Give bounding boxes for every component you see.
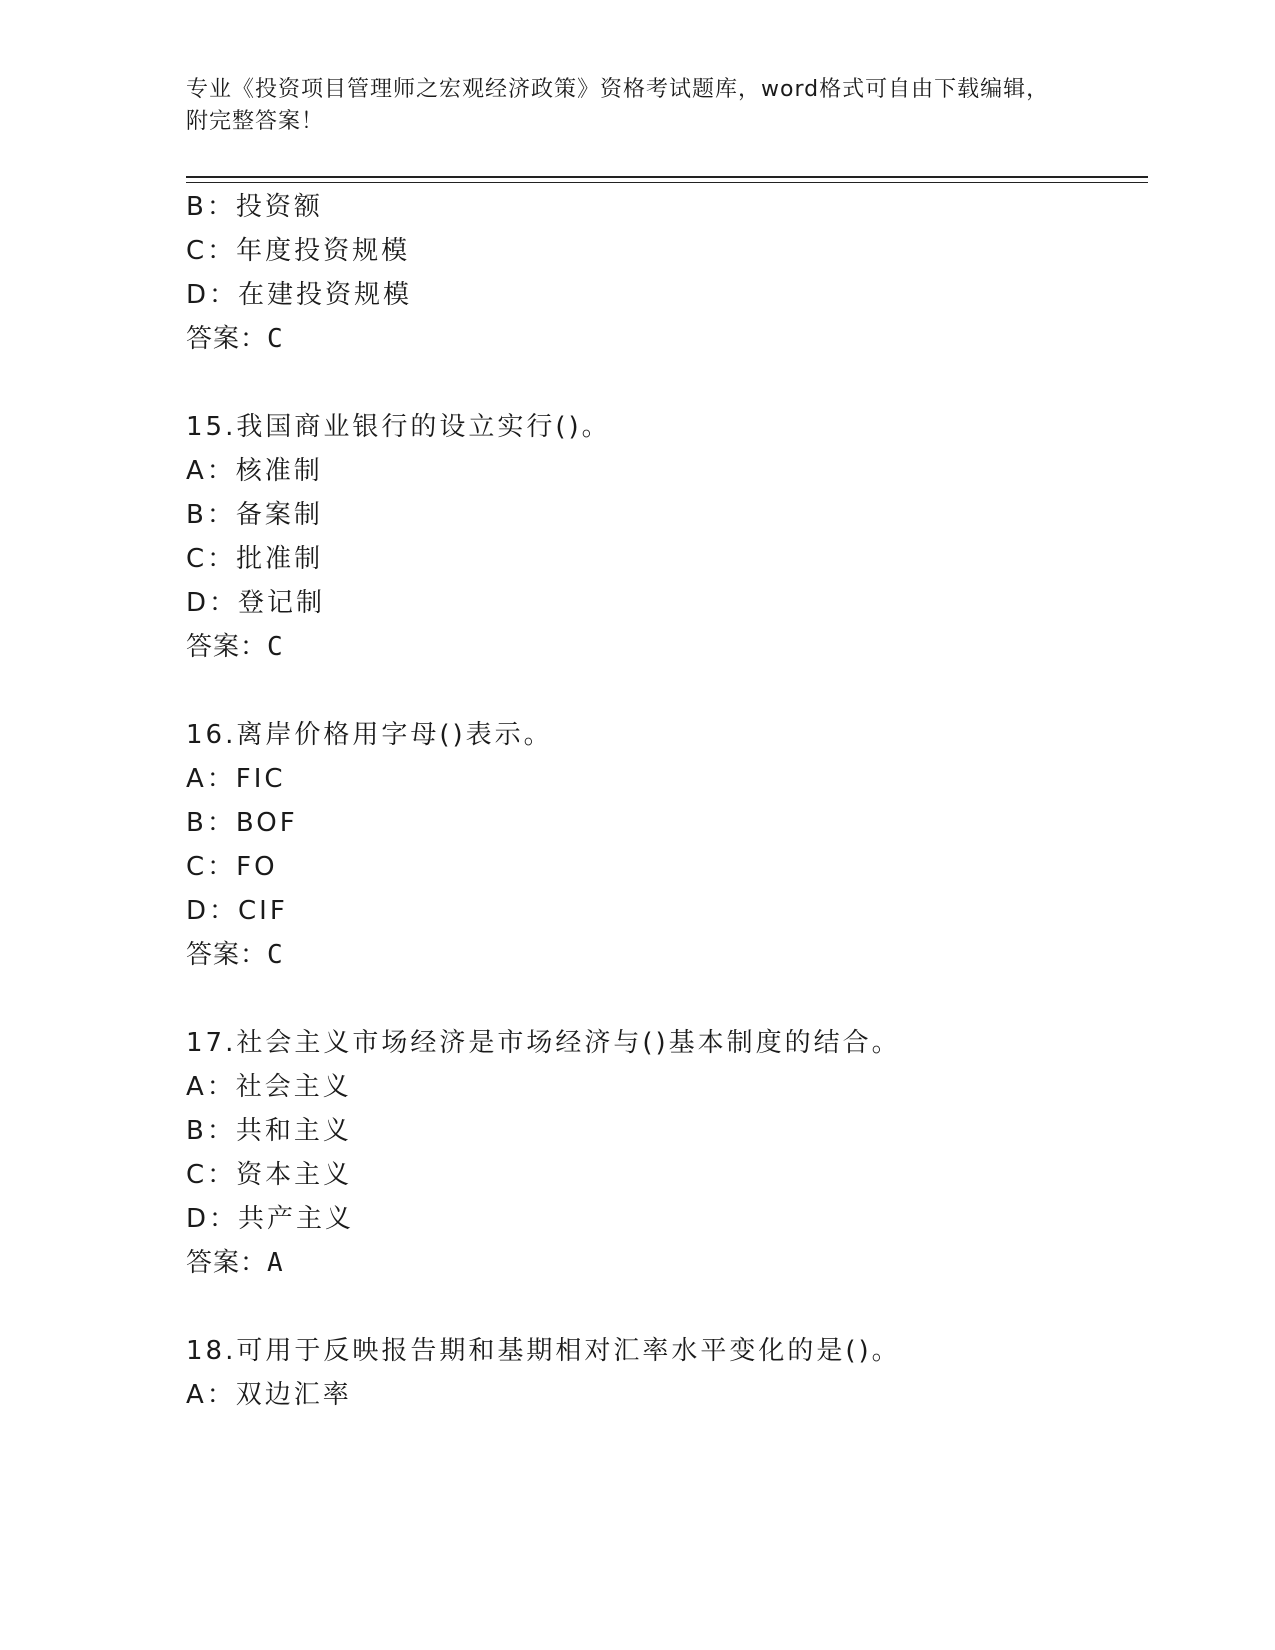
document-header: 专业《投资项目管理师之宏观经济政策》资格考试题库，word格式可自由下载编辑，附完整答案！ <box>186 77 1050 134</box>
option-letter: D： <box>186 280 239 310</box>
answer-line <box>186 1246 284 1280</box>
answer-label: 答案： <box>186 1248 268 1278</box>
answer-line <box>186 938 284 972</box>
question-stem: 18.可用于反映报告期和基期相对汇率水平变化的是()。 <box>186 1336 901 1366</box>
option-letter: C： <box>186 544 237 574</box>
answer-label: 答案： <box>186 324 268 354</box>
option-b <box>186 190 323 224</box>
option-d <box>186 894 288 928</box>
option-letter: A： <box>186 1072 236 1102</box>
option-text: 共和主义 <box>235 1116 352 1146</box>
option-letter: D： <box>186 1204 239 1234</box>
option-letter: A： <box>186 764 236 794</box>
option-text: 资本主义 <box>236 1160 353 1190</box>
option-text: 登记制 <box>238 588 326 618</box>
option-text: 备案制 <box>235 500 323 530</box>
option-a <box>186 1378 352 1412</box>
answer-line <box>186 322 284 356</box>
answer-label: 答案： <box>186 632 268 662</box>
option-letter: B： <box>186 1116 236 1146</box>
answer-value: C <box>267 940 284 970</box>
option-text: 在建投资规模 <box>238 280 413 310</box>
answer-value: C <box>267 632 284 662</box>
option-text: FO <box>236 852 278 882</box>
option-letter: A： <box>186 456 236 486</box>
option-text: 核准制 <box>235 456 323 486</box>
option-letter: C： <box>186 236 237 266</box>
header-rule-thick <box>186 176 1148 178</box>
option-letter: B： <box>186 500 236 530</box>
header-rule-thin <box>186 182 1148 183</box>
option-letter: D： <box>186 588 239 618</box>
option-letter: C： <box>186 852 237 882</box>
option-b <box>186 1114 352 1148</box>
option-text: 批准制 <box>236 544 324 574</box>
option-c <box>186 850 278 884</box>
option-text: FIC <box>235 764 286 794</box>
option-a <box>186 762 286 796</box>
answer-label: 答案： <box>186 940 268 970</box>
option-a <box>186 1070 352 1104</box>
option-c <box>186 542 323 576</box>
option-letter: D： <box>186 896 239 926</box>
option-text: BOF <box>235 808 298 838</box>
option-letter: C： <box>186 1160 237 1190</box>
option-letter: B： <box>186 808 236 838</box>
option-letter: A： <box>186 1380 236 1410</box>
option-b <box>186 806 298 840</box>
option-text: 社会主义 <box>235 1072 352 1102</box>
option-d <box>186 278 412 312</box>
question-stem: 17.社会主义市场经济是市场经济与()基本制度的结合。 <box>186 1028 901 1058</box>
option-text: 共产主义 <box>238 1204 355 1234</box>
answer-value: C <box>267 324 284 354</box>
option-c <box>186 1158 352 1192</box>
question-stem: 15.我国商业银行的设立实行()。 <box>186 412 611 442</box>
option-d <box>186 586 325 620</box>
answer-line <box>186 630 284 664</box>
option-letter: B： <box>186 192 236 222</box>
option-d <box>186 1202 354 1236</box>
option-text: 年度投资规模 <box>236 236 411 266</box>
question-stem: 16.离岸价格用字母()表示。 <box>186 720 553 750</box>
option-text: 投资额 <box>235 192 323 222</box>
option-text: CIF <box>238 896 288 926</box>
option-a <box>186 454 323 488</box>
option-text: 双边汇率 <box>235 1380 352 1410</box>
option-c <box>186 234 410 268</box>
option-b <box>186 498 323 532</box>
answer-value: A <box>267 1248 284 1278</box>
